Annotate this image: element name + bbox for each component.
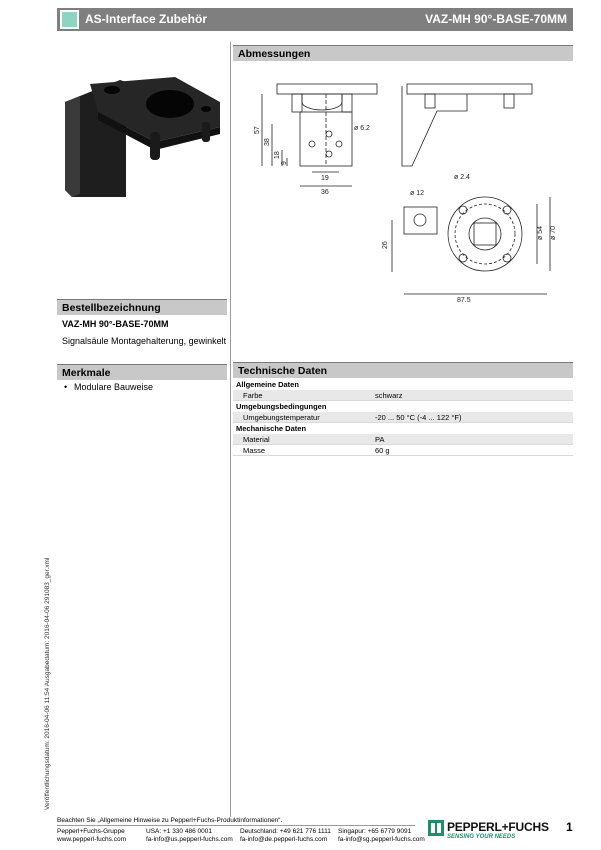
- front-view: [262, 84, 377, 186]
- dim-dia24: ø 2.4: [454, 174, 470, 181]
- tech-value: PA: [375, 435, 385, 444]
- footer-divider: [57, 825, 415, 826]
- dim-57: 57: [254, 126, 261, 134]
- dim-18: 18: [274, 151, 281, 159]
- dim-dia70: ø 70: [550, 225, 557, 240]
- dim-19: 19: [321, 175, 329, 182]
- tech-row-material: [233, 434, 573, 445]
- tech-group-mechanical: Mechanische Daten: [236, 424, 307, 433]
- header-bar: [57, 8, 573, 31]
- footer-usa: [146, 828, 233, 844]
- brand-logo-text: PEPPERL+FUCHS: [447, 820, 549, 834]
- dim-36: 36: [321, 189, 329, 196]
- dim-26: 26: [382, 241, 389, 249]
- tech-group-environment: Umgebungsbedingungen: [236, 402, 327, 411]
- tech-row-mass: [233, 445, 573, 456]
- features-heading: Merkmale: [62, 367, 111, 379]
- usa-mail-link[interactable]: fa-info@us.pepperl-fuchs.com: [146, 836, 233, 843]
- pepperl-fuchs-logo-icon: [428, 820, 444, 836]
- sg-phone: Singapur: +65 6779 9091: [338, 828, 412, 835]
- technical-heading: Technische Daten: [238, 365, 328, 377]
- order-description: Signalsäule Montagehalterung, gewinkelt: [62, 336, 227, 346]
- column-divider: [230, 42, 231, 817]
- category-marker: [60, 10, 79, 29]
- features-section-header: [57, 364, 227, 380]
- order-section-header: [57, 299, 227, 315]
- technical-section-header: [233, 362, 573, 378]
- product-title: VAZ-MH 90°-BASE-70MM: [425, 12, 567, 26]
- usa-phone: USA: +1 330 486 0001: [146, 828, 212, 835]
- tech-label: Material: [243, 435, 270, 444]
- tech-row-temperature: [233, 412, 573, 423]
- dimension-drawings: [232, 64, 577, 304]
- page-number: 1: [566, 820, 573, 834]
- dim-dia12: ø 12: [410, 190, 425, 197]
- tech-label: Farbe: [243, 391, 263, 400]
- tech-group-general: Allgemeine Daten: [236, 380, 299, 389]
- product-photo: [60, 72, 230, 202]
- order-heading: Bestellbezeichnung: [62, 302, 161, 314]
- de-phone: Deutschland: +49 621 776 1111: [240, 828, 331, 835]
- tech-value: schwarz: [375, 391, 403, 400]
- footer-germany: [240, 828, 331, 844]
- footer-company: [57, 828, 126, 844]
- dimensions-heading: Abmessungen: [238, 48, 311, 60]
- tech-label: Masse: [243, 446, 266, 455]
- dimensions-section-header: [233, 45, 573, 61]
- footer-note: Beachten Sie „Allgemeine Hinweise zu Pepperl+Fuchs-Produktinformationen“.: [57, 817, 283, 824]
- feature-item: [64, 382, 153, 392]
- company-web-link[interactable]: www.pepperl-fuchs.com: [57, 836, 126, 843]
- tech-row-color: [233, 390, 573, 401]
- sg-mail-link[interactable]: fa-info@sg.pepperl-fuchs.com: [338, 836, 425, 843]
- de-mail-link[interactable]: fa-info@de.pepperl-fuchs.com: [240, 836, 328, 843]
- bullet-icon: •: [64, 382, 68, 392]
- publication-info: Veröffentlichungsdatum: 2016-04-06 11:54 Ausgabedatum: 2016-04-06 291083_ger.xml: [44, 557, 51, 810]
- brand-slogan: SENSING YOUR NEEDS: [447, 834, 516, 840]
- order-product-name: VAZ-MH 90°-BASE-70MM: [62, 319, 169, 329]
- dim-dia54: ø 54: [537, 225, 544, 240]
- side-view: [402, 84, 532, 166]
- company-name: Pepperl+Fuchs-Gruppe: [57, 828, 125, 835]
- dim-875: 87.5: [457, 297, 471, 304]
- dim-38: 38: [264, 138, 271, 146]
- category-title: AS-Interface Zubehör: [85, 12, 208, 26]
- dim-dia62: ø 6.2: [354, 125, 370, 132]
- dim-9: 9: [281, 161, 288, 165]
- technical-table: [233, 379, 573, 456]
- feature-text: Modulare Bauweise: [74, 382, 154, 392]
- tech-value: 60 g: [375, 446, 390, 455]
- footer-singapore: [338, 828, 425, 844]
- top-view: [392, 197, 550, 294]
- tech-value: -20 ... 50 °C (-4 ... 122 °F): [375, 413, 462, 422]
- tech-label: Umgebungstemperatur: [243, 413, 320, 422]
